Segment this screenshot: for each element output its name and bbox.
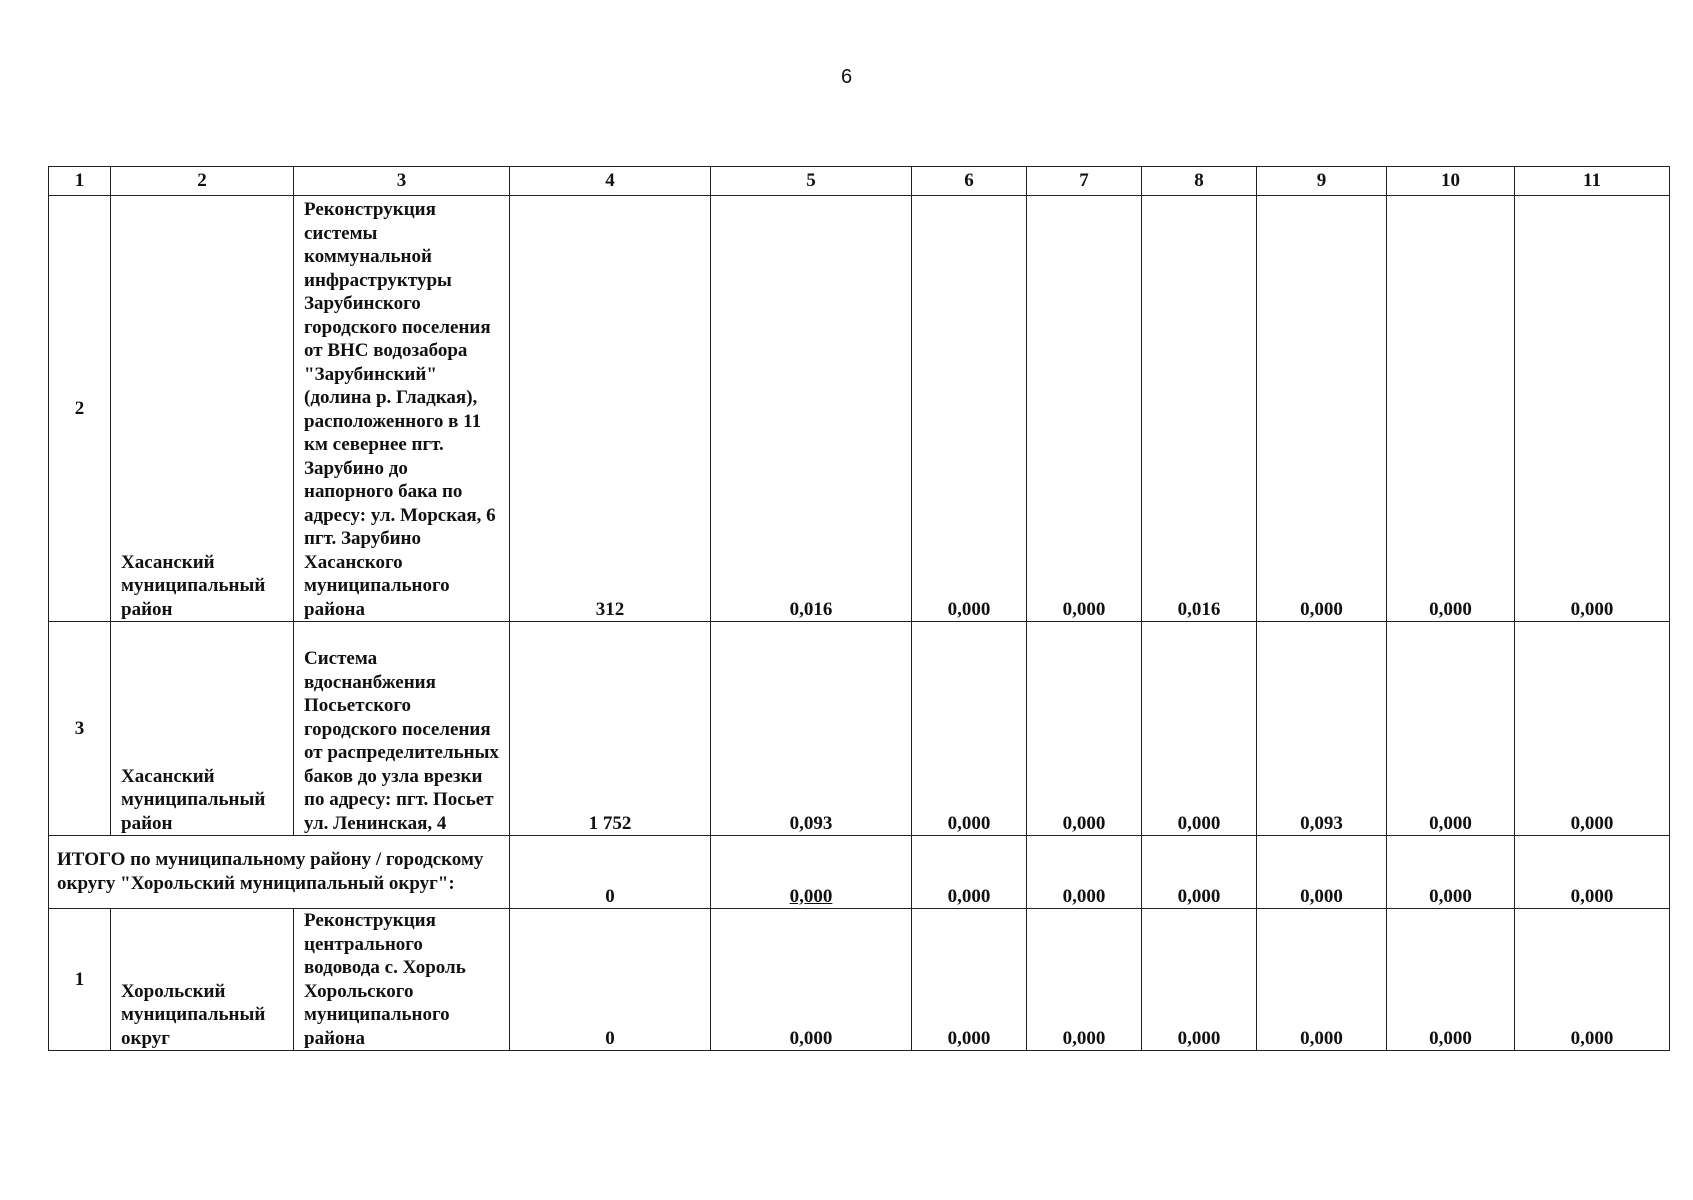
object-cell: Реконструкция центрального водовода с. Хороль Хорольского муниципального района	[294, 909, 510, 1051]
value-cell: 0,093	[711, 622, 912, 836]
total-label: ИТОГО по муниципальному району / городскому округу "Хорольский муниципальный округ":	[49, 836, 510, 909]
value-cell: 0,000	[1142, 622, 1257, 836]
total-value-cell: 0,000	[1142, 836, 1257, 909]
total-value-cell: 0,000	[1257, 836, 1387, 909]
value-cell: 0,000	[1387, 909, 1515, 1051]
row-number: 2	[49, 196, 111, 622]
municipality-cell: Хасанский муниципальный район	[111, 622, 294, 836]
value-cell: 0,000	[1027, 909, 1142, 1051]
object-cell: Реконструкция системы коммунальной инфраструктуры Зарубинского городского поселения от ВНС водозабора "Зарубинский" (долина р. Гладкая), расположенного в 11 км севернее пгт. Зарубино до напорного бака по адресу: ул. Морская, 6 пгт. Зарубино Хасанского муниципального района	[294, 196, 510, 622]
value-cell: 0,000	[912, 622, 1027, 836]
value-cell: 312	[510, 196, 711, 622]
value-cell: 0,000	[711, 909, 912, 1051]
value-cell: 0,000	[1027, 622, 1142, 836]
total-value-cell	[711, 836, 912, 909]
value-cell: 0,000	[1515, 622, 1670, 836]
total-value-text: 0,000	[789, 885, 833, 907]
table-row	[49, 622, 1670, 836]
value-cell: 0,016	[1142, 196, 1257, 622]
row-number: 1	[49, 909, 111, 1051]
total-value-cell: 0,000	[912, 836, 1027, 909]
header-cell: 4	[510, 167, 711, 196]
row-number: 3	[49, 622, 111, 836]
header-cell: 9	[1257, 167, 1387, 196]
value-cell: 0,000	[1515, 196, 1670, 622]
value-cell: 0,000	[912, 196, 1027, 622]
value-cell: 1 752	[510, 622, 711, 836]
value-cell: 0,000	[1515, 909, 1670, 1051]
header-cell: 8	[1142, 167, 1257, 196]
value-cell: 0,000	[1027, 196, 1142, 622]
total-row	[49, 836, 1670, 909]
header-row	[49, 167, 1670, 196]
total-value-cell: 0,000	[1027, 836, 1142, 909]
value-cell: 0,093	[1257, 622, 1387, 836]
header-cell: 10	[1387, 167, 1515, 196]
header-cell: 7	[1027, 167, 1142, 196]
total-value-cell: 0,000	[1387, 836, 1515, 909]
total-value-cell: 0,000	[1515, 836, 1670, 909]
page-number: 6	[840, 66, 853, 88]
table-row	[49, 196, 1670, 622]
header-cell: 11	[1515, 167, 1670, 196]
data-table	[48, 166, 1670, 1051]
header-cell: 5	[711, 167, 912, 196]
value-cell: 0,000	[1387, 196, 1515, 622]
header-cell: 6	[912, 167, 1027, 196]
value-cell: 0,000	[912, 909, 1027, 1051]
object-cell: Система вдоснанбжения Посьетского городского поселения от распределительных баков до узла врезки по адресу: пгт. Посьет ул. Ленинская, 4	[294, 622, 510, 836]
table-row	[49, 909, 1670, 1051]
value-cell: 0	[510, 909, 711, 1051]
value-cell: 0,000	[1142, 909, 1257, 1051]
total-value-cell: 0	[510, 836, 711, 909]
municipality-cell: Хорольский муниципальный округ	[111, 909, 294, 1051]
header-cell: 2	[111, 167, 294, 196]
municipality-cell: Хасанский муниципальный район	[111, 196, 294, 622]
value-cell: 0,000	[1257, 909, 1387, 1051]
value-cell: 0,000	[1387, 622, 1515, 836]
value-cell: 0,000	[1257, 196, 1387, 622]
value-cell: 0,016	[711, 196, 912, 622]
header-cell: 3	[294, 167, 510, 196]
header-cell: 1	[49, 167, 111, 196]
